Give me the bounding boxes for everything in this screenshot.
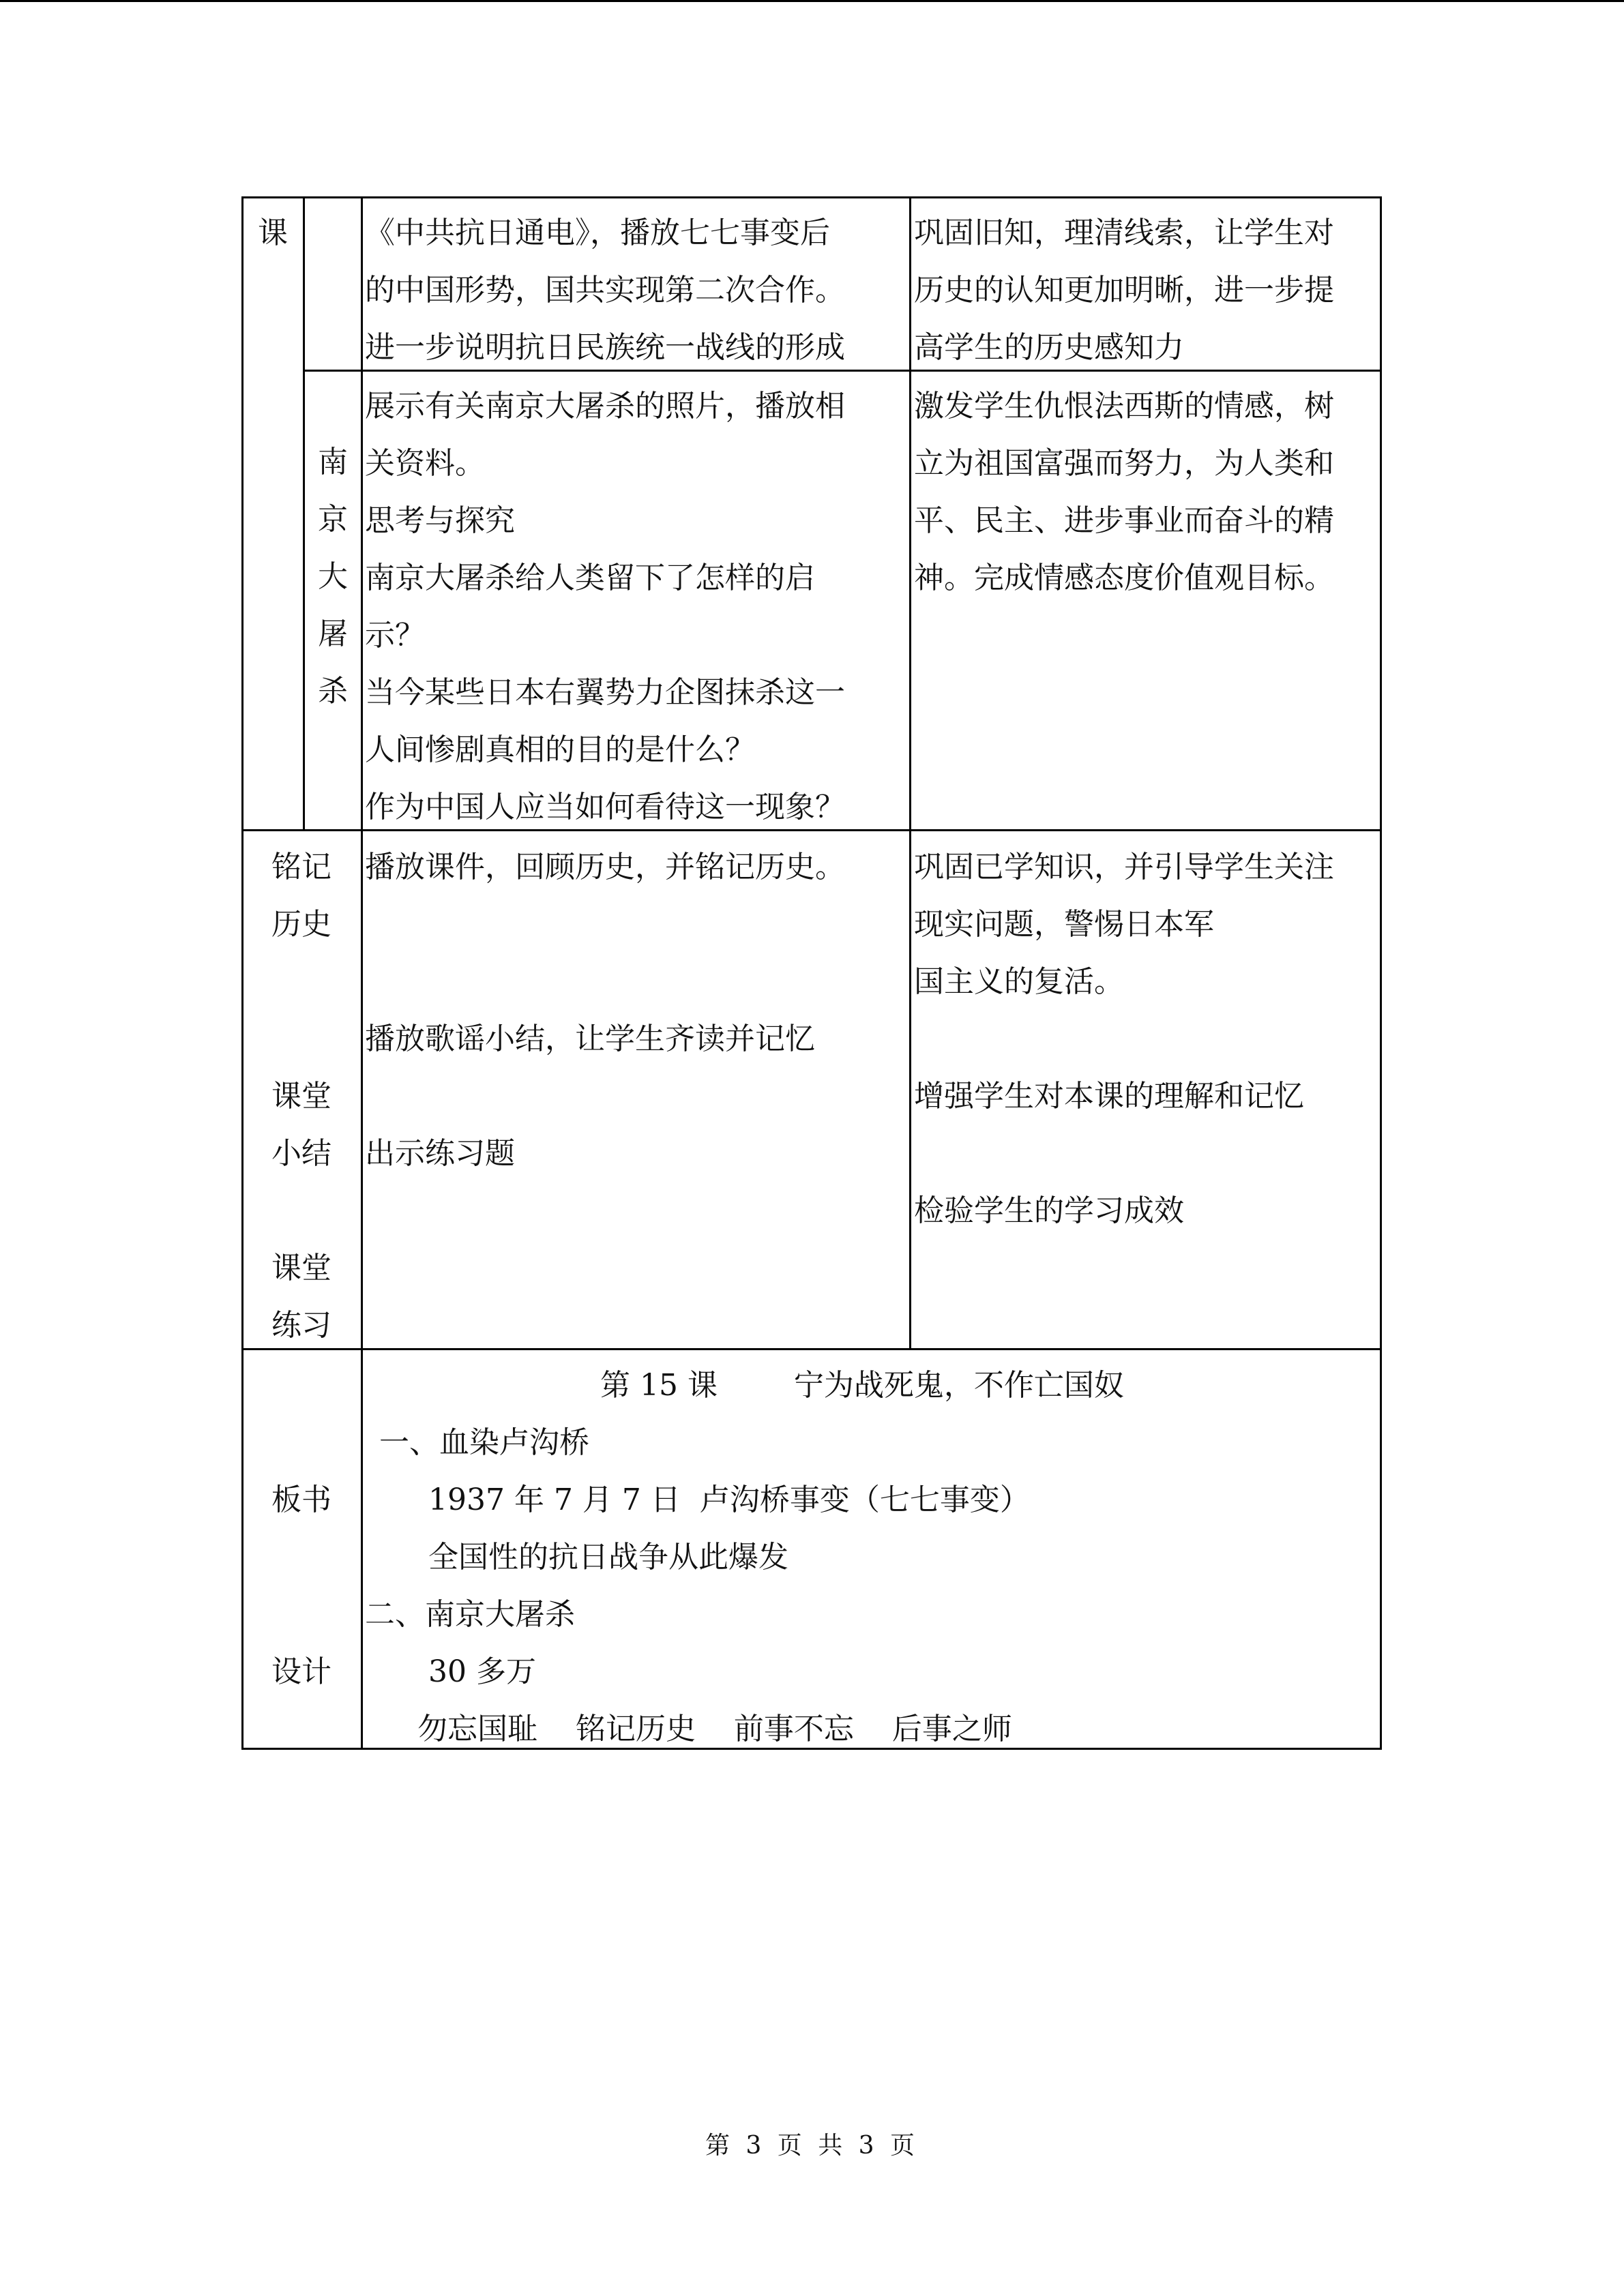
row1-intent-line: 历史的认知更加明晰，进一步提 (914, 273, 1334, 308)
row3-intent-line: 检验学生的学习成效 (914, 1193, 1184, 1228)
row2-activity-line: 示？ (365, 618, 425, 653)
row2-intent-line: 激发学生仇恨法西斯的情感，树 (914, 389, 1334, 423)
row3-intent-line: 国主义的复活。 (914, 964, 1124, 999)
row2-topic-char: 杀 (318, 674, 348, 709)
row2-topic-char: 大 (318, 559, 348, 594)
row3-intent-line: 增强学生对本课的理解和记忆 (914, 1079, 1304, 1114)
board-line: 全国性的抗日战争从此爆发 (428, 1540, 788, 1575)
board-lesson-title: 第 15 课 宁为战死鬼，不作亡国奴 (600, 1368, 1124, 1403)
row2-activity-line: 关资料。 (365, 446, 485, 481)
row3-stage-label: 历史 (271, 907, 331, 942)
row3-activity-line: 播放课件，回顾历史，并铭记历史。 (365, 850, 845, 884)
row3-stage-label: 小结 (271, 1136, 331, 1171)
row2-activity-line: 当今某些日本右翼势力企图抹杀这一 (365, 675, 845, 710)
row3-stage-label: 铭记 (271, 850, 331, 884)
row3-activity-line: 出示练习题 (365, 1136, 515, 1171)
row3-activity-line: 播放歌谣小结，让学生齐读并记忆 (365, 1022, 815, 1056)
row1-stage-char: 课 (258, 215, 288, 250)
board-line: 勿忘国耻 铭记历史 前事不忘 后事之师 (417, 1712, 1012, 1746)
table-line-row3-bottom (241, 1348, 1382, 1350)
row2-topic-char: 京 (318, 502, 348, 537)
row2-intent-line: 平、民主、进步事业而奋斗的精 (914, 503, 1334, 538)
row2-activity-line: 展示有关南京大屠杀的照片，播放相 (365, 389, 845, 423)
row2-topic-vertical (312, 434, 353, 720)
row2-activity-line: 南京大屠杀给人类留下了怎样的启 (365, 561, 815, 595)
row1-activity-line: 进一步说明抗日民族统一战线的形成 (365, 330, 845, 365)
board-line: 二、南京大屠杀 (365, 1597, 575, 1632)
board-label: 设计 (271, 1654, 331, 1689)
row2-intent-line: 神。完成情感态度价值观目标。 (914, 561, 1334, 595)
row2-intent-line: 立为祖国富强而努力，为人类和 (914, 446, 1334, 481)
table-border-right (1380, 196, 1382, 1750)
row2-topic-char: 屠 (318, 616, 348, 651)
row3-stage-label: 课堂 (271, 1251, 331, 1285)
row2-activity-line: 思考与探究 (365, 503, 515, 538)
row3-stage-label: 练习 (271, 1308, 331, 1343)
board-line: 一、血染卢沟桥 (379, 1425, 589, 1460)
table-line-topic-left (303, 196, 305, 830)
row3-intent-line: 现实问题，警惕日本军 (914, 907, 1214, 942)
table-line-activity-left (361, 196, 363, 1750)
row1-intent-line: 巩固旧知，理清线索，让学生对 (914, 215, 1334, 250)
board-line: 30 多万 (428, 1654, 536, 1689)
row2-activity-line: 作为中国人应当如何看待这一现象？ (365, 790, 845, 824)
row3-intent-line: 巩固已学知识，并引导学生关注 (914, 850, 1334, 884)
row2-topic-char: 南 (318, 445, 348, 479)
board-line: 1937 年 7 月 7 日 卢沟桥事变（七七事变） (428, 1482, 1030, 1517)
row1-activity-line: 的中国形势，国共实现第二次合作。 (365, 273, 845, 308)
row1-activity-line: 《中共抗日通电》，播放七七事变后 (365, 215, 830, 250)
page-footer: 第 3 页 共 3 页 (705, 2132, 919, 2160)
row3-stage-label: 课堂 (271, 1079, 331, 1114)
row1-intent-line: 高学生的历史感知力 (914, 330, 1184, 365)
table-border-top (241, 196, 1382, 198)
board-label: 板书 (271, 1482, 331, 1517)
table-border-left (241, 196, 243, 1750)
row2-activity-line: 人间惨剧真相的目的是什么？ (365, 732, 755, 767)
